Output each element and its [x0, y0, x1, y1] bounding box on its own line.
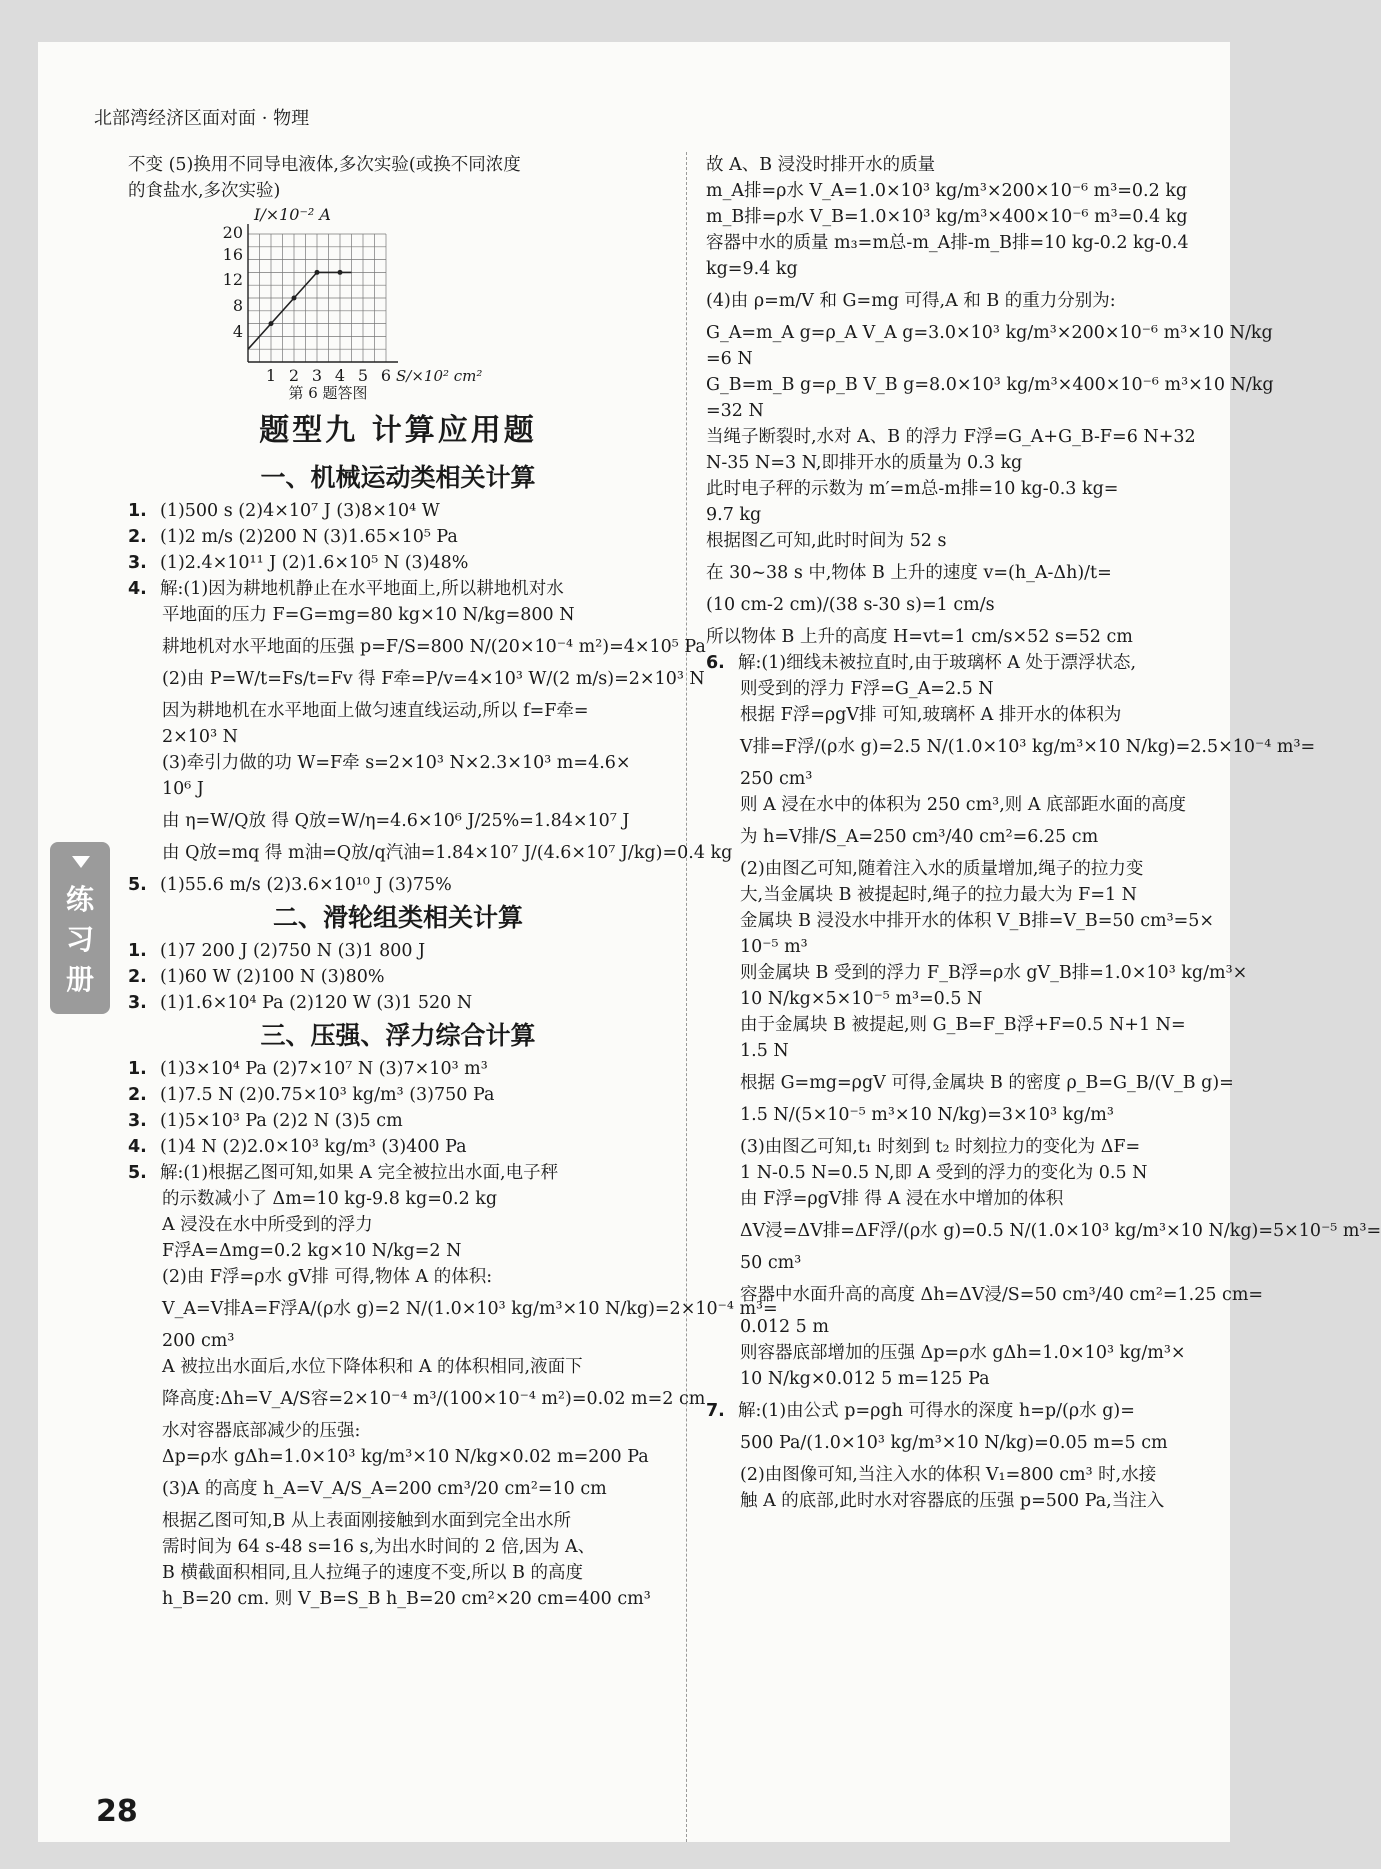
list-item: 4. 解:(1)因为耕地机静止在水平地面上,所以耕地机对水 [128, 579, 564, 599]
text-line: V排=F浮/(ρ水 g)=2.5 N/(1.0×10³ kg/m³×10 N/kg)=2.5×10⁻⁴ m³= [740, 737, 1316, 757]
text-line: 10⁻⁵ m³ [740, 937, 808, 957]
triangle-icon [72, 856, 90, 868]
text-line: =32 N [706, 401, 764, 421]
text-line: (2)由 F浮=ρ水 gV排 可得,物体 A 的体积: [162, 1267, 493, 1287]
text-line: 根据乙图可知,B 从上表面刚接触到水面到完全出水所 [162, 1511, 571, 1531]
page [38, 42, 1381, 1842]
list-item: 1. (1)7 200 J (2)750 N (3)1 800 J [128, 941, 426, 961]
text-line: 触 A 的底部,此时水对容器底的压强 p=500 Pa,当注入 [740, 1491, 1165, 1511]
running-header: 北部湾经济区面对面 · 物理 [94, 108, 310, 129]
text-line: N-35 N=3 N,即排开水的质量为 0.3 kg [706, 453, 1023, 473]
text-line: 则容器底部增加的压强 Δp=ρ水 gΔh=1.0×10³ kg/m³× [740, 1343, 1186, 1363]
x-tick: 4 [334, 366, 346, 385]
answer-graph [128, 204, 668, 404]
list-item: 3. (1)5×10³ Pa (2)2 N (3)5 cm [128, 1111, 403, 1131]
y-tick: 12 [222, 270, 243, 289]
text-line: 所以物体 B 上升的高度 H=vt=1 cm/s×52 s=52 cm [706, 627, 1133, 647]
text-line: 1 N-0.5 N=0.5 N,即 A 受到的浮力的变化为 0.5 N [740, 1163, 1148, 1183]
text-line: 0.012 5 m [740, 1317, 829, 1337]
text-line: 则金属块 B 受到的浮力 F_B浮=ρ水 gV_B排=1.0×10³ kg/m³× [740, 963, 1248, 983]
type-title: 题型九 计算应用题 [259, 413, 537, 448]
text-line: (3)由图乙可知,t₁ 时刻到 t₂ 时刻拉力的变化为 ΔF= [740, 1137, 1141, 1157]
list-item: 3. (1)1.6×10⁴ Pa (2)120 W (3)1 520 N [128, 993, 473, 1013]
text-line: 耕地机对水平地面的压强 p=F/S=800 N/(20×10⁻⁴ m²)=4×10⁵ Pa [162, 637, 706, 657]
text-line: 250 cm³ [740, 769, 813, 789]
text-line: ΔV浸=ΔV排=ΔF浮/(ρ水 g)=0.5 N/(1.0×10³ kg/m³×10 N/kg)=5×10⁻⁵ m³= [740, 1221, 1381, 1241]
y-tick: 8 [232, 296, 243, 315]
section-title: 二、滑轮组类相关计算 [272, 903, 523, 932]
list-item: 7. 解:(1)由公式 p=ρgh 可得水的深度 h=p/(ρ水 g)= [706, 1401, 1135, 1421]
text-line: 由于金属块 B 被提起,则 G_B=F_B浮+F=0.5 N+1 N= [740, 1015, 1186, 1035]
text-line: (3)牵引力做的功 W=F牵 s=2×10³ N×2.3×10³ m=4.6× [162, 753, 631, 773]
list-item: 6. 解:(1)细线未被拉直时,由于玻璃杯 A 处于漂浮状态, [706, 653, 1137, 673]
text-line: (3)A 的高度 h_A=V_A/S_A=200 cm³/20 cm²=10 cm [162, 1479, 607, 1499]
text-line: m_B排=ρ水 V_B=1.0×10³ kg/m³×400×10⁻⁶ m³=0.4 kg [706, 207, 1188, 227]
text-line: 为 h=V排/S_A=250 cm³/40 cm²=6.25 cm [740, 827, 1099, 847]
text-line: 在 30~38 s 中,物体 B 上升的速度 v=(h_A-Δh)/t= [706, 563, 1112, 583]
text-line: 1.5 N [740, 1041, 789, 1061]
text-line: 故 A、B 浸没时排开水的质量 [706, 155, 936, 175]
text-line: 当绳子断裂时,水对 A、B 的浮力 F浮=G_A+G_B-F=6 N+32 [706, 427, 1196, 447]
text-line: 金属块 B 浸没水中排开水的体积 V_B排=V_B=50 cm³=5× [740, 911, 1215, 931]
text-line: =6 N [706, 349, 753, 369]
list-item: 4. (1)4 N (2)2.0×10³ kg/m³ (3)400 Pa [128, 1137, 467, 1157]
text-line: 降高度:Δh=V_A/S容=2×10⁻⁴ m³/(100×10⁻⁴ m²)=0.02 m=2 cm [162, 1389, 706, 1409]
page-number: 28 [96, 1794, 138, 1829]
text-line: 平地面的压力 F=G=mg=80 kg×10 N/kg=800 N [162, 605, 575, 625]
list-item: 2. (1)2 m/s (2)200 N (3)1.65×10⁵ Pa [128, 527, 458, 547]
list-item: 5. (1)55.6 m/s (2)3.6×10¹⁰ J (3)75% [128, 875, 452, 895]
list-item: 1. (1)3×10⁴ Pa (2)7×10⁷ N (3)7×10³ m³ [128, 1059, 488, 1079]
x-tick: 2 [288, 366, 300, 385]
text-line: (2)由图像可知,当注入水的体积 V₁=800 cm³ 时,水接 [740, 1465, 1157, 1485]
text-line: G_B=m_B g=ρ_B V_B g=8.0×10³ kg/m³×400×10⁻⁶ m³×10 N/kg [706, 375, 1274, 395]
text-line: 9.7 kg [706, 505, 762, 525]
text-line: 由 Q放=mq 得 m油=Q放/q汽油=1.84×10⁷ J/(4.6×10⁷ J/kg)=0.4 kg [162, 843, 733, 863]
text-line: (2)由 P=W/t=Fs/t=Fv 得 F牵=P/v=4×10³ W/(2 m/s)=2×10³ N [162, 669, 705, 689]
text-line: 因为耕地机在水平地面上做匀速直线运动,所以 f=F牵= [162, 701, 589, 721]
x-tick: 1 [265, 366, 277, 385]
text-line: 则受到的浮力 F浮=G_A=2.5 N [740, 679, 994, 699]
text-line: (4)由 ρ=m/V 和 G=mg 可得,A 和 B 的重力分别为: [706, 291, 1116, 311]
text-line: 大,当金属块 B 被提起时,绳子的拉力最大为 F=1 N [740, 885, 1137, 905]
list-item: 1. (1)500 s (2)4×10⁷ J (3)8×10⁴ W [128, 501, 440, 521]
text-line: 需时间为 64 s-48 s=16 s,为出水时间的 2 倍,因为 A、 [162, 1537, 596, 1557]
graph-svg [218, 204, 518, 400]
text-line: h_B=20 cm. 则 V_B=S_B h_B=20 cm²×20 cm=400 cm³ [162, 1589, 651, 1609]
section-title: 三、压强、浮力综合计算 [260, 1021, 536, 1050]
text-line: 的示数减小了 Δm=10 kg-9.8 kg=0.2 kg [162, 1189, 498, 1209]
y-tick: 4 [232, 322, 243, 341]
list-item: 2. (1)60 W (2)100 N (3)80% [128, 967, 385, 987]
right-column [706, 152, 1381, 1514]
text-line: B 横截面积相同,且人拉绳子的速度不变,所以 B 的高度 [162, 1563, 584, 1583]
text-line: 不变 (5)换用不同导电液体,多次实验(或换不同浓度 [128, 155, 521, 175]
x-tick: 6 [380, 366, 392, 385]
text-line: 根据 F浮=ρgV排 可知,玻璃杯 A 排开水的体积为 [740, 705, 1122, 725]
y-tick: 16 [222, 245, 243, 264]
graph-caption: 第 6 题答图 [288, 384, 368, 402]
list-item: 2. (1)7.5 N (2)0.75×10³ kg/m³ (3)750 Pa [128, 1085, 495, 1105]
text-line: 水对容器底部减少的压强: [162, 1421, 361, 1441]
y-tick: 20 [222, 223, 243, 242]
text-line: 根据图乙可知,此时时间为 52 s [706, 531, 947, 551]
text-line: (10 cm-2 cm)/(38 s-30 s)=1 cm/s [706, 595, 995, 615]
text-line: 则 A 浸在水中的体积为 250 cm³,则 A 底部距水面的高度 [740, 795, 1187, 815]
list-item: 3. (1)2.4×10¹¹ J (2)1.6×10⁵ N (3)48% [128, 553, 469, 573]
text-line: 的食盐水,多次实验) [128, 181, 281, 201]
section-title: 一、机械运动类相关计算 [260, 463, 536, 492]
text-line: V_A=V排A=F浮A/(ρ水 g)=2 N/(1.0×10³ kg/m³×10 N/kg)=2×10⁻⁴ m³= [162, 1299, 778, 1319]
text-line: 10⁶ J [162, 779, 204, 799]
text-line: m_A排=ρ水 V_A=1.0×10³ kg/m³×200×10⁻⁶ m³=0.2 kg [706, 181, 1188, 201]
text-line: 200 cm³ [162, 1331, 235, 1351]
x-tick: 3 [311, 366, 323, 385]
text-line: 此时电子秤的示数为 m′=m总-m排=10 kg-0.3 kg= [706, 479, 1119, 499]
text-line: 根据 G=mg=ρgV 可得,金属块 B 的密度 ρ_B=G_B/(V_B g)= [740, 1073, 1234, 1093]
text-line: 50 cm³ [740, 1253, 802, 1273]
text-line: Δp=ρ水 gΔh=1.0×10³ kg/m³×10 N/kg×0.02 m=200 Pa [162, 1447, 649, 1467]
text-line: A 浸没在水中所受到的浮力 [162, 1215, 373, 1235]
side-tab-label: 练习册 [65, 883, 94, 996]
list-item: 5. 解:(1)根据乙图可知,如果 A 完全被拉出水面,电子秤 [128, 1163, 559, 1183]
text-line: 2×10³ N [162, 727, 238, 747]
text-line: G_A=m_A g=ρ_A V_A g=3.0×10³ kg/m³×200×10⁻⁶ m³×10 N/kg [706, 323, 1273, 343]
column-divider [686, 152, 687, 1842]
text-line: F浮A=Δmg=0.2 kg×10 N/kg=2 N [162, 1241, 462, 1261]
text-line: kg=9.4 kg [706, 259, 798, 279]
text-line: A 被拉出水面后,水位下降体积和 A 的体积相同,液面下 [162, 1357, 583, 1377]
text-line: 由 η=W/Q放 得 Q放=W/η=4.6×10⁶ J/25%=1.84×10⁷ J [162, 811, 630, 831]
text-line: 1.5 N/(5×10⁻⁵ m³×10 N/kg)=3×10³ kg/m³ [740, 1105, 1114, 1125]
y-axis-label: I/×10⁻² A [254, 205, 331, 224]
text-line: 由 F浮=ρgV排 得 A 浸在水中增加的体积 [740, 1189, 1064, 1209]
text-line: 10 N/kg×0.012 5 m=125 Pa [740, 1369, 990, 1389]
side-tab [50, 842, 110, 1014]
x-axis-label: S/×10² cm² [396, 367, 483, 385]
text-line: 10 N/kg×5×10⁻⁵ m³=0.5 N [740, 989, 983, 1009]
text-line: 500 Pa/(1.0×10³ kg/m³×10 N/kg)=0.05 m=5 cm [740, 1433, 1168, 1453]
x-tick: 5 [357, 366, 369, 385]
text-line: 容器中水的质量 m₃=m总-m_A排-m_B排=10 kg-0.2 kg-0.4 [706, 233, 1189, 253]
text-line: (2)由图乙可知,随着注入水的质量增加,绳子的拉力变 [740, 859, 1144, 879]
text-line: 容器中水面升高的高度 Δh=ΔV浸/S=50 cm³/40 cm²=1.25 cm= [740, 1285, 1264, 1305]
